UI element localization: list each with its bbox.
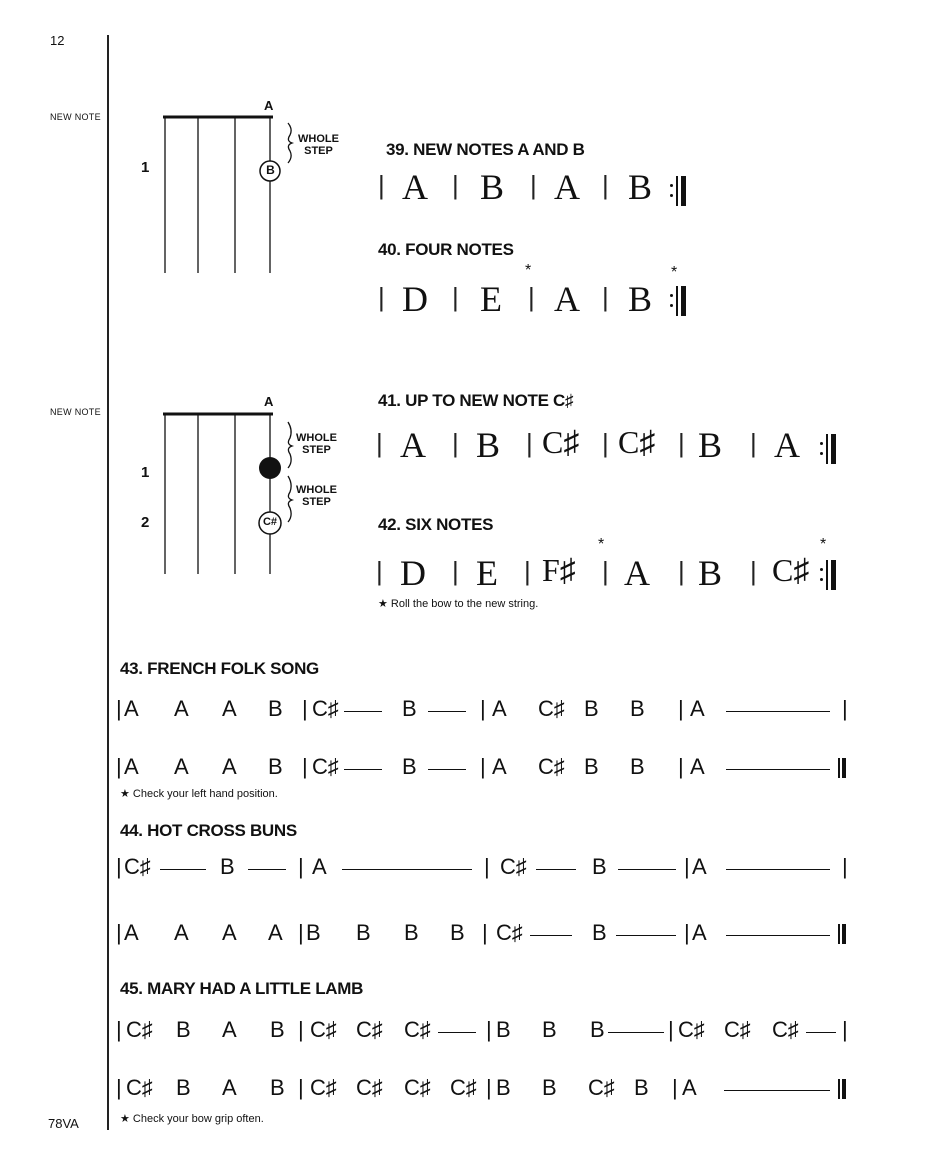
- note: B: [698, 553, 723, 593]
- note: A: [682, 1075, 697, 1100]
- note: B: [496, 1075, 511, 1100]
- note: A: [124, 696, 139, 721]
- footnote-bow-grip: ★ Check your bow grip often.: [120, 1113, 264, 1125]
- note: A: [312, 854, 327, 879]
- note: B: [630, 754, 645, 779]
- note: A: [222, 920, 237, 945]
- note: C♯: [312, 696, 339, 721]
- exercise-42-title: 42. SIX NOTES: [378, 515, 494, 534]
- note: C♯: [724, 1017, 751, 1042]
- side-label-new-note-2: NEW NOTE: [50, 407, 101, 417]
- final-bar: [838, 758, 848, 778]
- note: A: [774, 425, 800, 465]
- note-circle-b: B: [266, 163, 275, 177]
- whole-step-label: WHOLE STEP: [298, 133, 339, 157]
- final-bar: [838, 924, 848, 944]
- note: A: [690, 696, 705, 721]
- repeat-end-bar: [676, 176, 690, 206]
- page-number: 12: [50, 33, 65, 48]
- roll-star: *: [525, 262, 532, 279]
- note: B: [402, 754, 417, 779]
- note: B: [220, 854, 235, 879]
- note: A: [174, 754, 189, 779]
- note: A: [222, 1017, 237, 1042]
- note: C♯: [772, 552, 810, 588]
- note: B: [698, 425, 723, 465]
- roll-star: *: [671, 264, 678, 281]
- note: A: [624, 553, 650, 593]
- note: C♯: [404, 1075, 431, 1100]
- note: B: [630, 696, 645, 721]
- exercise-45-line-1: | C♯ B A B | C♯ C♯ C♯ | B B B | C♯ C♯ C♯ |: [116, 1017, 848, 1042]
- note: C♯: [310, 1017, 337, 1042]
- note: B: [476, 425, 501, 465]
- note: B: [592, 920, 607, 945]
- finger-number-2: 2: [141, 514, 150, 531]
- note: A: [692, 854, 707, 879]
- note: B: [404, 920, 419, 945]
- note: B: [584, 754, 599, 779]
- note: A: [554, 279, 580, 319]
- note: B: [590, 1017, 605, 1042]
- string-label-a: A: [264, 394, 274, 409]
- note: B: [628, 167, 653, 207]
- roll-star: *: [820, 536, 827, 553]
- final-bar: [838, 1079, 848, 1099]
- note: C♯: [124, 854, 151, 879]
- finger-number-1: 1: [141, 159, 150, 176]
- note: A: [174, 696, 189, 721]
- note: E: [480, 279, 502, 319]
- note: A: [268, 920, 283, 945]
- note: C♯: [310, 1075, 337, 1100]
- note: A: [492, 754, 507, 779]
- exercise-40-title: 40. FOUR NOTES: [378, 240, 514, 259]
- note: A: [174, 920, 189, 945]
- note: D: [400, 553, 426, 593]
- note: A: [554, 167, 580, 207]
- exercise-43-line-2: | A A A B | C♯ B | A C♯ B B | A: [116, 754, 856, 784]
- note: A: [124, 920, 139, 945]
- note: F♯: [542, 552, 576, 588]
- note-circle-c-sharp: C#: [262, 516, 278, 528]
- note: A: [492, 696, 507, 721]
- repeat-end-bar: [826, 434, 840, 464]
- note: B: [584, 696, 599, 721]
- whole-step-label-1: WHOLE STEP: [296, 432, 337, 456]
- exercise-44-line-1: | C♯ B | A | C♯ B | A |: [116, 854, 848, 879]
- note: B: [268, 754, 283, 779]
- finger-number-1: 1: [141, 464, 150, 481]
- exercise-45-line-2: | C♯ B A B | C♯ C♯ C♯ C♯ | B B C♯ B | A: [116, 1075, 856, 1105]
- note: B: [270, 1075, 285, 1100]
- exercise-43-title: 43. FRENCH FOLK SONG: [120, 659, 319, 678]
- note: B: [542, 1075, 557, 1100]
- note: C♯: [312, 754, 339, 779]
- note: C♯: [126, 1017, 153, 1042]
- note: A: [692, 920, 707, 945]
- string-label-a: A: [264, 98, 274, 113]
- footer-code: 78VA: [48, 1116, 79, 1131]
- roll-star: *: [598, 536, 605, 553]
- note: A: [222, 754, 237, 779]
- note: C♯: [618, 424, 656, 460]
- margin-rule: [107, 35, 109, 1130]
- note: A: [222, 696, 237, 721]
- whole-step-label-2: WHOLE STEP: [296, 484, 337, 508]
- exercise-41-notes: | A | B | C♯ | C♯ | B | A: [376, 424, 846, 472]
- note: A: [222, 1075, 237, 1100]
- note: B: [628, 279, 653, 319]
- note: A: [124, 754, 139, 779]
- note: C♯: [542, 424, 580, 460]
- exercise-42-notes: | D | E | F♯ * | A | B | C♯ *: [376, 536, 846, 596]
- note: C♯: [772, 1017, 799, 1042]
- note: B: [592, 854, 607, 879]
- exercise-39-notes: | A | B | A | B: [378, 166, 708, 210]
- note: C♯: [356, 1075, 383, 1100]
- note: B: [270, 1017, 285, 1042]
- note: B: [480, 167, 505, 207]
- note: C♯: [356, 1017, 383, 1042]
- note: A: [400, 425, 426, 465]
- note: C♯: [450, 1075, 477, 1100]
- repeat-end-bar: [676, 286, 690, 316]
- footnote-left-hand: ★ Check your left hand position.: [120, 788, 278, 800]
- note: B: [268, 696, 283, 721]
- note: C♯: [678, 1017, 705, 1042]
- repeat-end-bar: [826, 560, 840, 590]
- note: C♯: [538, 696, 565, 721]
- note: B: [634, 1075, 649, 1100]
- note: A: [690, 754, 705, 779]
- exercise-43-line-1: | A A A B | C♯ B | A C♯ B B | A |: [116, 696, 848, 721]
- note: D: [402, 279, 428, 319]
- note: B: [450, 920, 465, 945]
- note: C♯: [496, 920, 523, 945]
- fingerboard-diagram-2: [130, 392, 360, 582]
- footnote-roll-bow: ★ Roll the bow to the new string.: [378, 598, 539, 610]
- exercise-39-title: 39. NEW NOTES A AND B: [386, 140, 585, 159]
- note: B: [176, 1075, 191, 1100]
- note: B: [176, 1017, 191, 1042]
- fingerboard-drawing: [130, 95, 360, 280]
- note: C♯: [500, 854, 527, 879]
- side-label-new-note-1: NEW NOTE: [50, 112, 101, 122]
- note: A: [402, 167, 428, 207]
- exercise-45-title: 45. MARY HAD A LITTLE LAMB: [120, 979, 364, 998]
- note: E: [476, 553, 498, 593]
- note: B: [306, 920, 321, 945]
- note: C♯: [588, 1075, 615, 1100]
- note: C♯: [538, 754, 565, 779]
- exercise-41-title: 41. UP TO NEW NOTE C♯: [378, 391, 574, 410]
- note: B: [356, 920, 371, 945]
- note: C♯: [126, 1075, 153, 1100]
- fingerboard-diagram-1: [130, 95, 360, 280]
- note: C♯: [404, 1017, 431, 1042]
- exercise-44-title: 44. HOT CROSS BUNS: [120, 821, 297, 840]
- note: B: [542, 1017, 557, 1042]
- exercise-44-line-2: | A A A A | B B B B | C♯ B | A: [116, 920, 856, 950]
- note: B: [496, 1017, 511, 1042]
- exercise-40-notes: | D | E * | A | B *: [378, 262, 708, 322]
- note: B: [402, 696, 417, 721]
